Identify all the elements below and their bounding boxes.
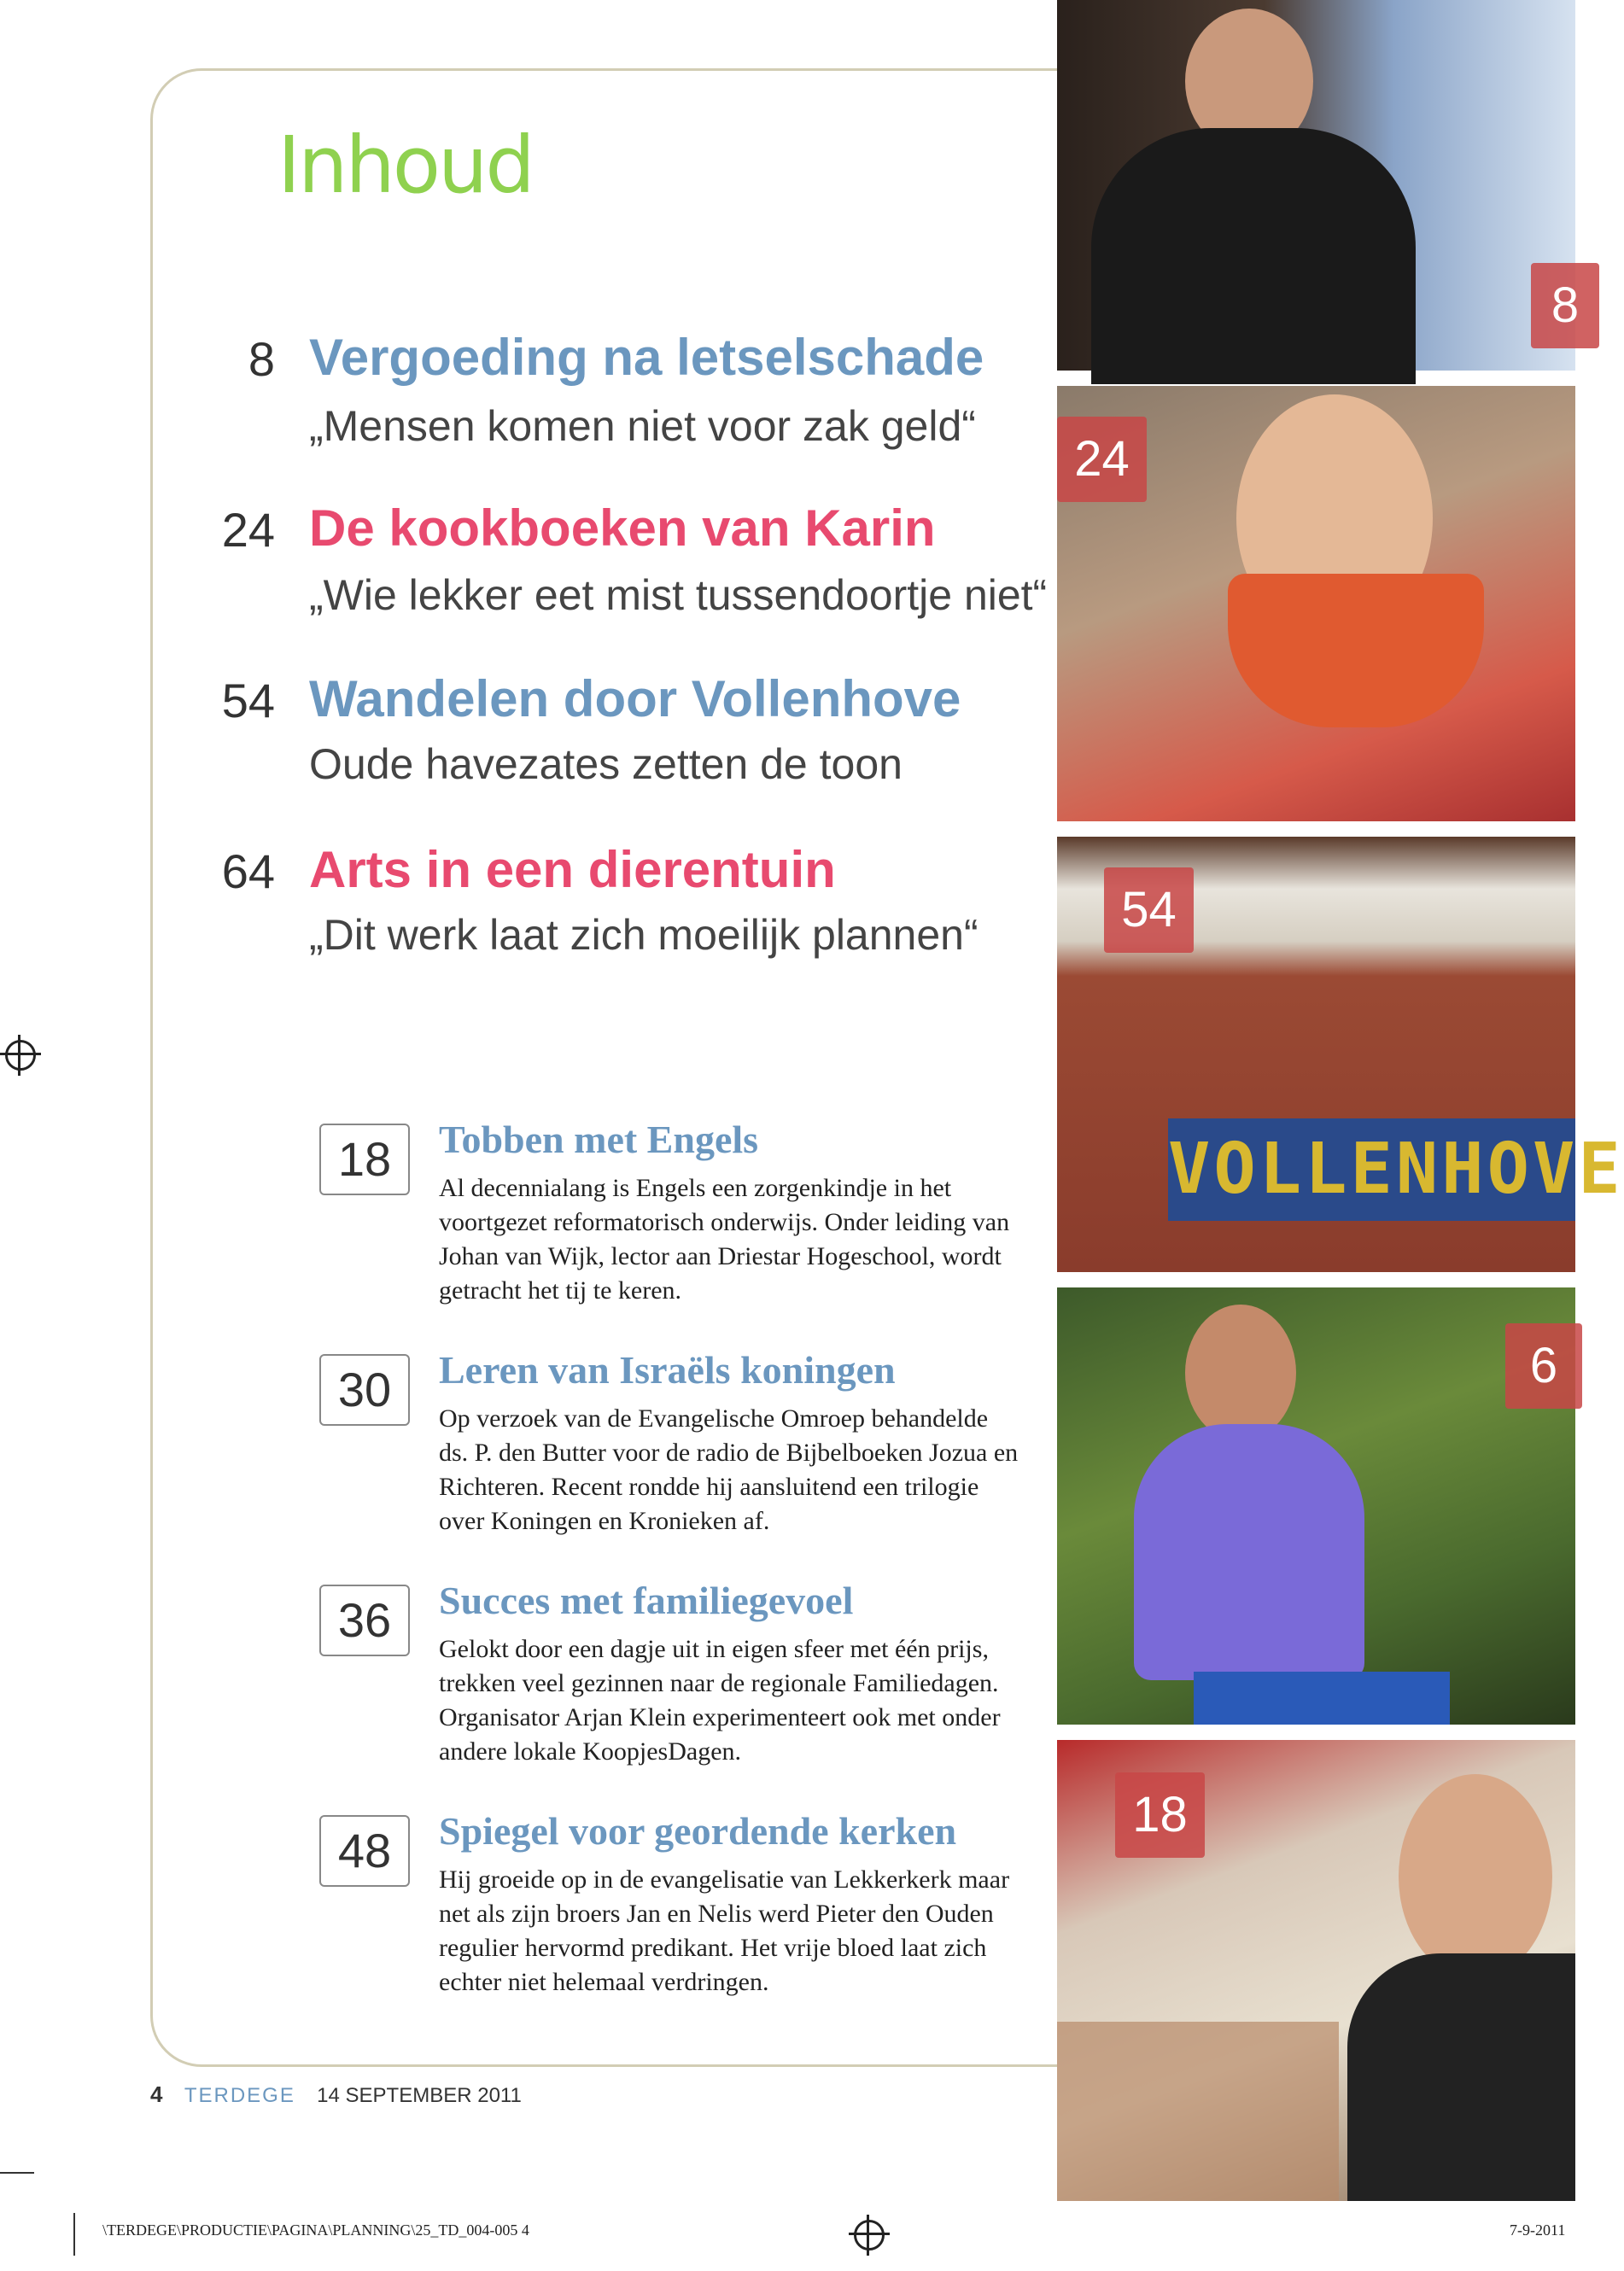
photo-fitness[interactable] [1057,0,1580,371]
person-shirt [1091,128,1416,384]
article-number-box: 18 [319,1124,410,1195]
print-slug-date: 7-9-2011 [1510,2221,1566,2239]
feature-number: 54 [221,674,275,727]
person-shirt [1134,1424,1364,1680]
person-face [1399,1774,1552,1979]
station-sign: VOLLENHOVE [1168,1118,1575,1221]
article-number-box: 48 [319,1815,410,1887]
article-title[interactable]: Spiegel voor geordende kerken [439,1809,957,1853]
print-slug-path: \TERDEGE\PRODUCTIE\PAGINA\PLANNING\25_TD_004-005 4 [102,2221,529,2239]
photo-church[interactable] [1057,1740,1575,2201]
feature-subtitle: Oude havezates zetten de toon [309,740,903,788]
feature-title[interactable]: Arts in een dierentuin [309,841,836,898]
page-footer [150,2081,522,2108]
photo-vollenhove[interactable] [1057,837,1624,1272]
article-body: Hij groeide op in de evangelisatie van Lekkerkerk maar net als zijn broers Jan en Nelis werd Pieter den Ouden regulier hervormd predikant. Het vrije bloed laat zich echter niet helemaal verdringen. [439,1865,1010,1996]
photo-page-tag: 8 [1531,263,1599,348]
person-suit [1347,1953,1575,2201]
feature-number: 24 [221,503,275,557]
person-head [1185,1305,1296,1441]
feature-subtitle: „Mensen komen niet voor zak geld“ [309,402,976,450]
feature-number: 8 [248,332,275,386]
registration-mark-icon [854,2220,885,2251]
photo-page-tag: 54 [1104,867,1194,953]
article-number-box: 36 [319,1585,410,1656]
crop-mark [0,2172,34,2174]
feature-title[interactable]: De kookboeken van Karin [309,499,936,557]
article-title[interactable]: Succes met familiegevoel [439,1579,854,1622]
photo-cookbook[interactable] [1057,386,1575,821]
article-number-box: 30 [319,1354,410,1426]
audience [1057,2022,1339,2201]
page-title: Inhoud [277,120,533,211]
page-number: 4 [150,2081,163,2107]
feature-number: 64 [221,844,275,898]
issue-date: 14 SEPTEMBER 2011 [317,2084,522,2107]
bicycle-icon [1194,1672,1450,1725]
feature-title[interactable]: Wandelen door Vollenhove [309,670,961,727]
cup-icon [1228,574,1484,727]
article-body: Al decennialang is Engels een zorgenkindje in het voortgezet reformatorisch onderwijs. Onder leiding van Johan van Wijk, lector aan Driestar Hogeschool, wordt getracht het tij te keren. [439,1174,1010,1305]
article-body: Op verzoek van de Evangelische Omroep behandelde ds. P. den Butter voor de radio de Bijbelboeken Jozua en Richteren. Recent rondde hij aansluitend een trilogie over Koningen en Kronieken af. [439,1404,1019,1535]
photo-page-tag: 24 [1057,417,1147,502]
photo-page-tag: 18 [1115,1772,1205,1858]
feature-subtitle: „Dit werk laat zich moeilijk plannen“ [309,911,978,959]
feature-title[interactable]: Vergoeding na letselschade [309,329,984,386]
registration-mark-icon [5,1040,36,1071]
photo-zoo[interactable] [1057,1287,1575,1725]
crop-mark [73,2213,75,2256]
article-title[interactable]: Leren van Israëls koningen [439,1348,896,1392]
article-body: Gelokt door een dagje uit in eigen sfeer met één prijs, trekken veel gezinnen naar de regionale Familiedagen. Organisator Arjan Klein experimenteert ook met onder andere lokale KoopjesDagen. [439,1635,1001,1766]
article-title[interactable]: Tobben met Engels [439,1118,759,1161]
feature-subtitle: „Wie lekker eet mist tussendoortje niet“ [309,571,1048,619]
photo-page-tag: 6 [1505,1323,1582,1409]
magazine-name: TERDEGE [184,2084,295,2107]
